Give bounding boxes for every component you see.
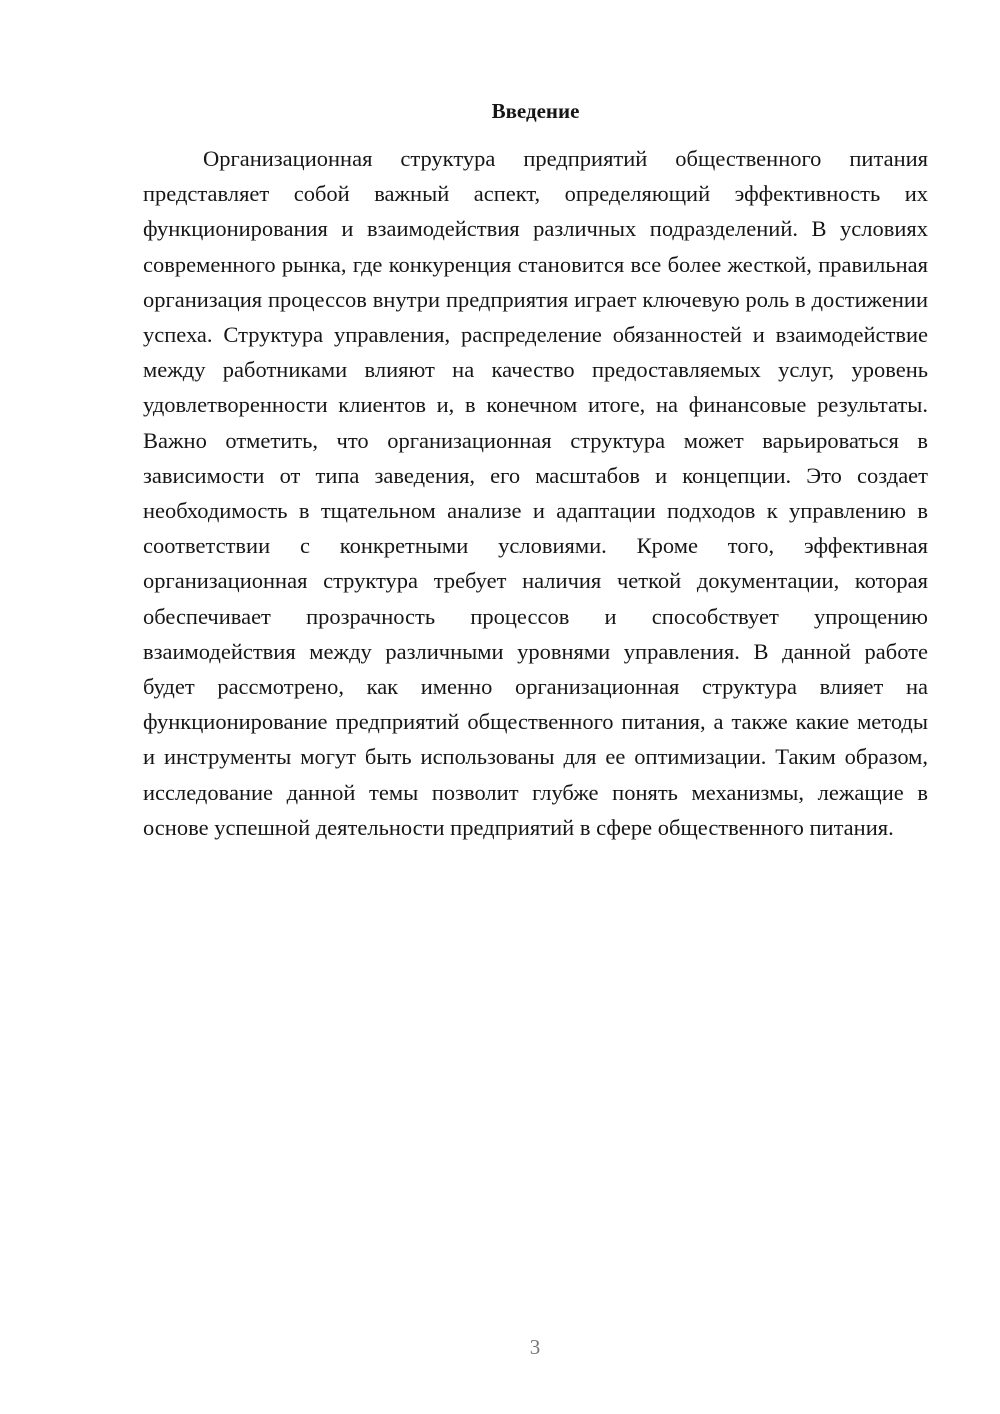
page-number: 3	[529, 1335, 541, 1359]
section-heading: Введение	[491, 99, 580, 123]
body-paragraph: Организационная структура предприятий общественного питания представляет собой важный аспект, определяющий эффективность их функционирования и взаимодействия различных подразделений. В условиях современного рынка, где конкуренция становится все более жесткой, правильная организация процессов внутри предприятия играет ключевую роль в достижении успеха. Структура управления, распределение обязанностей и взаимодействие между работниками влияют на качество предоставляемых услуг, уровень удовлетворенности клиентов и, в конечном итоге, на финансовые результаты. Важно отметить, что организационная структура может варьироваться в зависимости от типа заведения, его масштабов и концепции. Это создает необходимость в тщательном анализе и адаптации подходов к управлению в соответствии с конкретными условиями. Кроме того, эффективная организационная структура требует наличия четкой документации, которая обеспечивает прозрачность процессов и способствует упрощению взаимодействия между различными уровнями управления. В данной работе будет рассмотрено, как именно организационная структура влияет на функционирование предприятий общественного питания, а также какие методы и инструменты могут быть использованы для ее оптимизации. Таким образом, исследование данной темы позволит глубже понять механизмы, лежащие в основе успешной деятельности предприятий в сфере общественного питания.	[143, 146, 928, 840]
